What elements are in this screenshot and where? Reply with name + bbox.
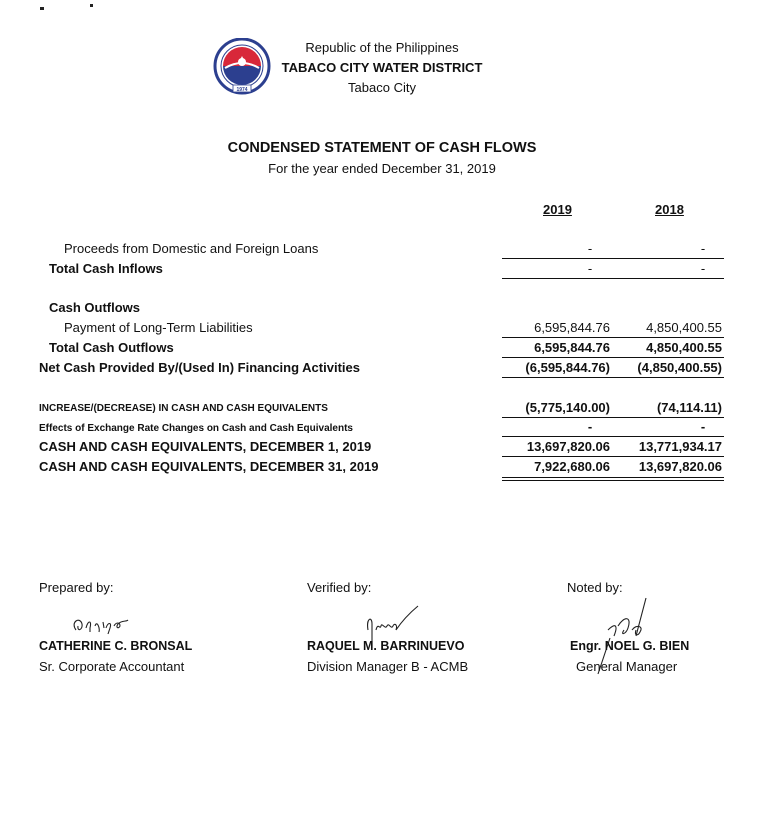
prepared-by-name: CATHERINE C. BRONSAL	[39, 639, 193, 653]
rule	[502, 377, 724, 378]
header-city: Tabaco City	[348, 80, 416, 95]
noted-by-label: Noted by:	[567, 580, 623, 595]
header-republic: Republic of the Philippines	[305, 40, 459, 55]
row-label-net-cash: Net Cash Provided By/(Used In) Financing Activities	[39, 360, 360, 375]
rule	[502, 417, 724, 418]
value-net-cash-2018: (4,850,400.55)	[637, 360, 722, 375]
row-label-total-inflows: Total Cash Inflows	[49, 261, 163, 276]
value-increase-2019: (5,775,140.00)	[525, 400, 610, 415]
value-cash-dec1-2018: 13,771,934.17	[638, 439, 722, 454]
value-total-outflows-2018: 4,850,400.55	[646, 340, 722, 355]
value-net-cash-2019: (6,595,844.76)	[525, 360, 610, 375]
row-label-total-outflows: Total Cash Outflows	[49, 340, 174, 355]
row-label-cash-dec31: CASH AND CASH EQUIVALENTS, DECEMBER 31, 2019	[39, 459, 379, 474]
scan-mark	[90, 4, 93, 7]
row-label-proceeds: Proceeds from Domestic and Foreign Loans	[64, 241, 319, 256]
header-agency-name: TABACO CITY WATER DISTRICT	[281, 60, 483, 75]
value-fx-effects-2019: -	[587, 419, 593, 434]
statement-title: CONDENSED STATEMENT OF CASH FLOWS	[227, 140, 537, 156]
row-label-fx-effects: Effects of Exchange Rate Changes on Cash and Cash Equivalents	[39, 423, 353, 434]
statement-period: For the year ended December 31, 2019	[268, 161, 496, 176]
noted-by-name: Engr. NOEL G. BIEN	[570, 639, 690, 653]
value-total-inflows-2019: -	[587, 261, 593, 276]
value-increase-2018: (74,114.11)	[656, 400, 722, 415]
value-payment-2018: 4,850,400.55	[646, 320, 722, 335]
value-cash-dec31-2018: 13,697,820.06	[638, 459, 722, 474]
row-label-payment: Payment of Long-Term Liabilities	[64, 320, 253, 335]
rule	[502, 337, 724, 338]
double-rule	[502, 477, 724, 478]
value-cash-dec31-2019: 7,922,680.06	[534, 459, 610, 474]
rule	[502, 357, 724, 358]
verified-by-label: Verified by:	[307, 580, 372, 595]
column-header-2018: 2018	[655, 202, 684, 217]
section-heading-cash-outflows: Cash Outflows	[49, 300, 141, 315]
value-proceeds-2018: -	[700, 241, 706, 256]
row-label-cash-dec1: CASH AND CASH EQUIVALENTS, DECEMBER 1, 2019	[39, 439, 372, 454]
svg-text:1974: 1974	[236, 87, 248, 93]
noted-by-title: General Manager	[576, 659, 678, 674]
scan-mark	[40, 7, 44, 10]
value-total-inflows-2018: -	[700, 261, 706, 276]
rule	[502, 436, 724, 437]
value-proceeds-2019: -	[587, 241, 593, 256]
value-cash-dec1-2019: 13,697,820.06	[526, 439, 610, 454]
value-total-outflows-2019: 6,595,844.76	[534, 340, 610, 355]
signature-prepared	[68, 612, 132, 638]
prepared-by-title: Sr. Corporate Accountant	[39, 659, 185, 674]
verified-by-name: RAQUEL M. BARRINUEVO	[307, 639, 465, 653]
rule	[502, 278, 724, 279]
rule	[502, 258, 724, 259]
double-rule	[502, 480, 724, 481]
column-header-2019: 2019	[543, 202, 572, 217]
value-fx-effects-2018: -	[700, 419, 706, 434]
value-payment-2019: 6,595,844.76	[534, 320, 610, 335]
row-label-increase: INCREASE/(DECREASE) IN CASH AND CASH EQUIVALENTS	[39, 403, 328, 414]
verified-by-title: Division Manager B - ACMB	[307, 659, 469, 674]
rule	[502, 456, 724, 457]
prepared-by-label: Prepared by:	[39, 580, 114, 595]
